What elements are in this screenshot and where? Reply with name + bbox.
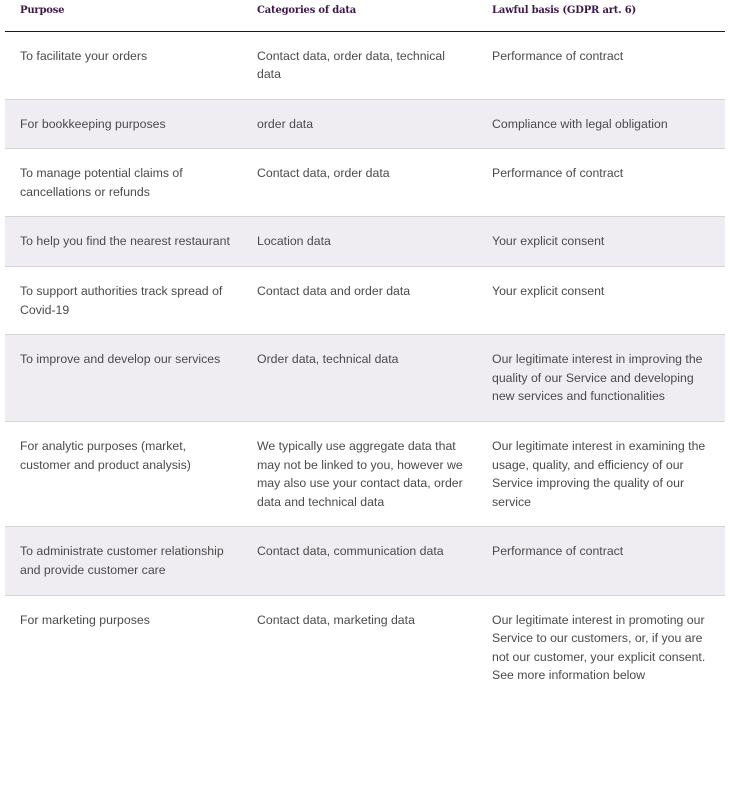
header-lawful-basis: Lawful basis (GDPR art. 6) [480,0,725,31]
cell-purpose: To support authorities track spread of Covid-19 [5,267,242,335]
cell-purpose: To help you find the nearest restaurant [5,217,242,267]
table-row [5,99,725,149]
cell-categories: Contact data and order data [242,267,480,335]
cell-lawful-basis: Our legitimate interest in examining the usage, quality, and efficiency of our Service improving the quality of our service [480,422,725,527]
table-row [5,217,725,267]
cell-categories: Contact data, order data, technical data [242,31,480,99]
cell-lawful-basis: Performance of contract [480,527,725,595]
cell-lawful-basis: Our legitimate interest in improving the quality of our Service and developing new services and functionalities [480,335,725,422]
header-row [5,0,725,31]
table-row [5,149,725,217]
header-purpose: Purpose [5,0,242,31]
table-row [5,595,725,700]
cell-lawful-basis: Performance of contract [480,31,725,99]
table-row [5,31,725,99]
cell-lawful-basis: Performance of contract [480,149,725,217]
cell-purpose: For analytic purposes (market, customer and product analysis) [5,422,242,527]
cell-lawful-basis: Compliance with legal obligation [480,99,725,149]
cell-categories: Order data, technical data [242,335,480,422]
cell-categories: We typically use aggregate data that may not be linked to you, however we may also use your contact data, order data and technical data [242,422,480,527]
table-row [5,527,725,595]
table-header [5,0,725,31]
table-body [5,31,725,700]
cell-categories: Contact data, order data [242,149,480,217]
cell-categories: order data [242,99,480,149]
cell-lawful-basis: Your explicit consent [480,267,725,335]
cell-categories: Location data [242,217,480,267]
data-processing-table-container [5,0,725,700]
cell-purpose: For bookkeeping purposes [5,99,242,149]
cell-purpose: To improve and develop our services [5,335,242,422]
header-categories: Categories of data [242,0,480,31]
cell-lawful-basis: Your explicit consent [480,217,725,267]
cell-categories: Contact data, marketing data [257,612,415,627]
cell-purpose: To administrate customer relationship and provide customer care [5,527,242,595]
data-processing-table [5,0,725,700]
cell-purpose: To facilitate your orders [5,31,242,99]
cell-categories: Contact data, communication data [242,527,480,595]
cell-purpose: For marketing purposes [20,612,150,627]
table-row [5,267,725,335]
table-row [5,335,725,422]
table-row [5,422,725,527]
cell-lawful-basis: Our legitimate interest in promoting our Service to our customers, or, if you are not our customer, your explicit consent. See more information below [492,612,706,683]
cell-purpose: To manage potential claims of cancellations or refunds [5,149,242,217]
